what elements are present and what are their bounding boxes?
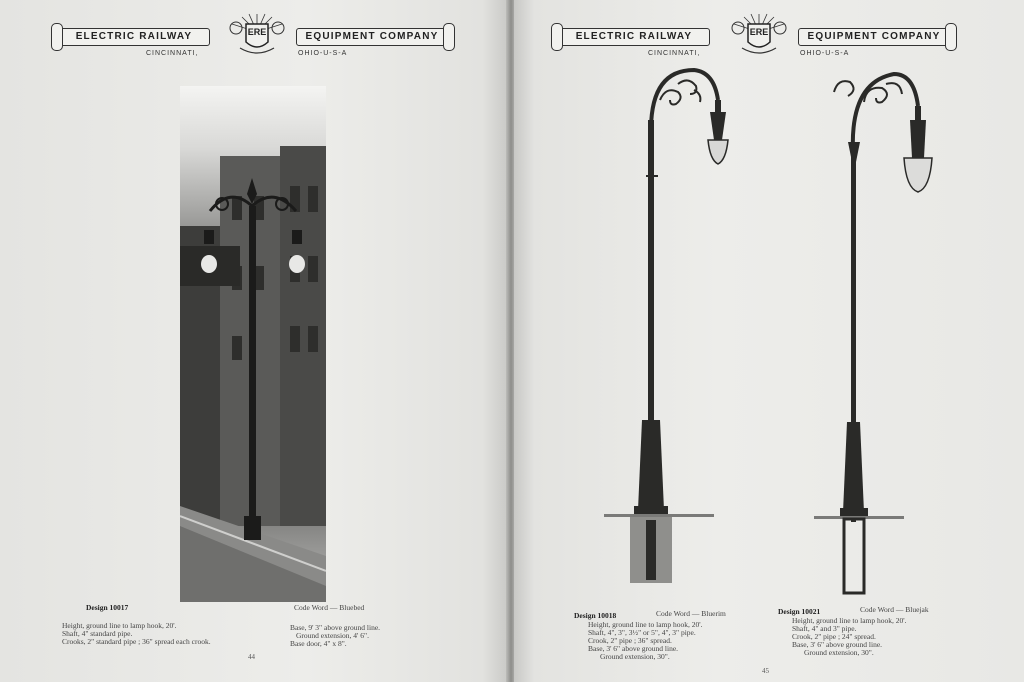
header-banner-right (296, 28, 448, 46)
header-state-right-page: OHIO-U-S-A (800, 50, 850, 57)
header-banner-left-right-page (558, 28, 710, 46)
design-10021-spec-5: Ground extension, 30". (804, 648, 874, 657)
left-page (0, 0, 508, 682)
left-code-word: Code Word — Bluebed (294, 603, 365, 612)
design-10021-spec-3: Crook, 2" pipe ; 24" spread. (792, 632, 876, 641)
design-10018-label: Design 10018 (574, 611, 617, 620)
street-photo (180, 86, 326, 602)
left-design-label: Design 10017 (86, 603, 129, 612)
left-spec-2: Shaft, 4" standard pipe. (62, 629, 133, 638)
banner-right-text-right-page: EQUIPMENT COMPANY (807, 31, 941, 42)
right-page (514, 0, 1024, 682)
left-spec-5: Ground extension, 4' 6". (296, 631, 369, 640)
banner-left-text-right-page: ELECTRIC RAILWAY (575, 31, 693, 42)
design-10021-spec-4: Base, 3' 6" above ground line. (792, 640, 883, 649)
logo-text-right-page: ERE (749, 27, 769, 37)
page-header-right (554, 12, 964, 64)
left-page-number: 44 (248, 653, 255, 661)
design-10018-spec-3: Crook, 2" pipe ; 36" spread. (588, 636, 672, 645)
header-state: OHIO-U-S-A (298, 50, 348, 57)
banner-right-text: EQUIPMENT COMPANY (305, 31, 439, 42)
design-10018-spec-1: Height, ground line to lamp hook, 20'. (588, 620, 703, 629)
design-10021-spec-2: Shaft, 4" and 3" pipe. (792, 624, 857, 633)
header-city: CINCINNATI, (146, 50, 199, 57)
design-10018-spec-4: Base, 3' 6" above ground line. (588, 644, 679, 653)
page-header (54, 12, 462, 64)
design-10018-code-word: Code Word — Bluerim (656, 609, 726, 618)
design-10018-spec-5: Ground extension, 30". (600, 652, 670, 661)
street-scene-icon (180, 86, 326, 602)
logo-text: ERE (247, 27, 267, 37)
left-spec-1: Height, ground line to lamp hook, 20'. (62, 621, 177, 630)
design-10021-code-word: Code Word — Bluejak (860, 605, 929, 614)
lamp-post-10018-icon (594, 60, 734, 590)
design-10021-spec-1: Height, ground line to lamp hook, 20'. (792, 616, 907, 625)
left-spec-4: Base, 9' 3" above ground line. (290, 623, 381, 632)
left-spec-3: Crooks, 2" standard pipe ; 36" spread each crook. (62, 637, 211, 646)
left-spec-6: Base door, 4" x 8". (290, 639, 347, 648)
header-banner-left (58, 28, 210, 46)
header-city-right-page: CINCINNATI, (648, 50, 701, 57)
banner-left-text: ELECTRIC RAILWAY (75, 31, 193, 42)
design-10021-label: Design 10021 (778, 607, 821, 616)
right-page-number: 45 (762, 667, 769, 675)
header-banner-right-right-page (798, 28, 950, 46)
lamp-post-10021-icon (814, 62, 944, 602)
design-10018-spec-2: Shaft, 4", 3", 3½" or 5", 4", 3" pipe. (588, 628, 696, 637)
